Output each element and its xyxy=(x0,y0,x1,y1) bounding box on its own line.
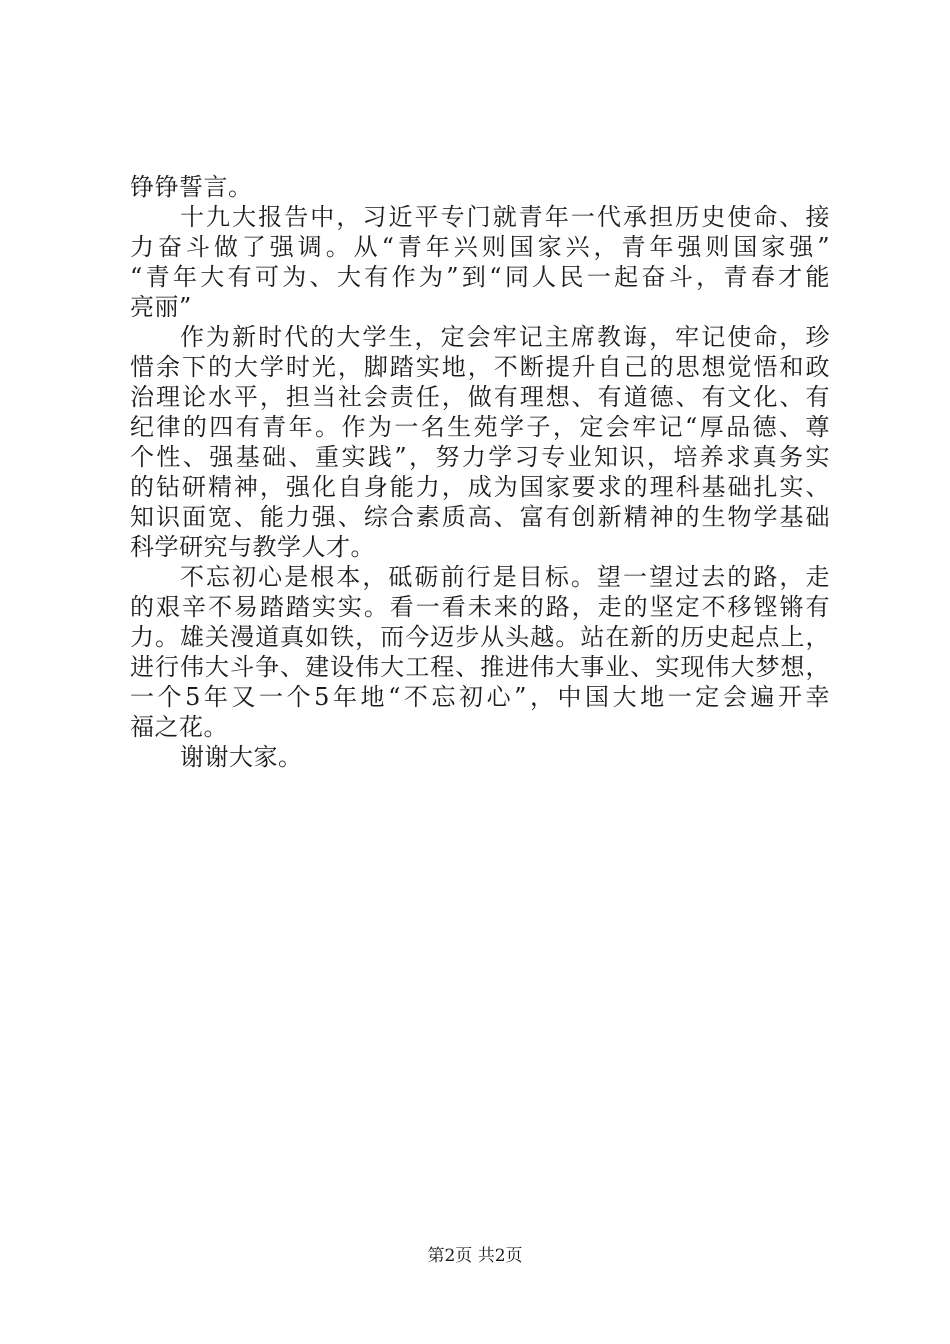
text-line: 亮丽” xyxy=(130,293,192,321)
text-line: “青年大有可为、大有作为”到“同人民一起奋斗，青春才能 xyxy=(130,263,830,291)
text-line: 科学研究与教学人才。 xyxy=(130,533,375,561)
text-line: 个性、强基础、重实践”，努力学习专业知识，培养求真务实 xyxy=(130,443,830,471)
text-line: 一个5年又一个5年地“不忘初心”，中国大地一定会遍开幸 xyxy=(130,683,830,711)
text-line: 纪律的四有青年。作为一名生苑学子，定会牢记“厚品德、尊 xyxy=(130,413,830,441)
text-line: 作为新时代的大学生，定会牢记主席教诲，牢记使命，珍 xyxy=(180,323,830,351)
text-line: 力。雄关漫道真如铁，而今迈步从头越。站在新的历史起点上， xyxy=(130,623,830,651)
text-line: 谢谢大家。 xyxy=(180,743,303,771)
text-line: 知识面宽、能力强、综合素质高、富有创新精神的生物学基础 xyxy=(130,503,830,531)
text-line: 进行伟大斗争、建设伟大工程、推进伟大事业、实现伟大梦想， xyxy=(130,653,830,681)
text-line: 力奋斗做了强调。从“青年兴则国家兴，青年强则国家强” xyxy=(130,233,830,261)
page-footer: 第2页 共2页 xyxy=(427,1246,523,1266)
text-line: 的艰辛不易踏踏实实。看一看未来的路，走的坚定不移铿锵有 xyxy=(130,593,830,621)
text-line: 不忘初心是根本，砥砺前行是目标。望一望过去的路，走 xyxy=(180,563,830,591)
text-line: 福之花。 xyxy=(130,713,228,741)
text-line: 治理论水平，担当社会责任，做有理想、有道德、有文化、有 xyxy=(130,383,830,411)
text-line: 铮铮誓言。 xyxy=(130,173,253,201)
text-line: 的钻研精神，强化自身能力，成为国家要求的理科基础扎实、 xyxy=(130,473,830,501)
text-line: 十九大报告中，习近平专门就青年一代承担历史使命、接 xyxy=(180,203,830,231)
document-body xyxy=(130,172,830,772)
text-line: 惜余下的大学时光，脚踏实地，不断提升自己的思想觉悟和政 xyxy=(130,353,830,381)
